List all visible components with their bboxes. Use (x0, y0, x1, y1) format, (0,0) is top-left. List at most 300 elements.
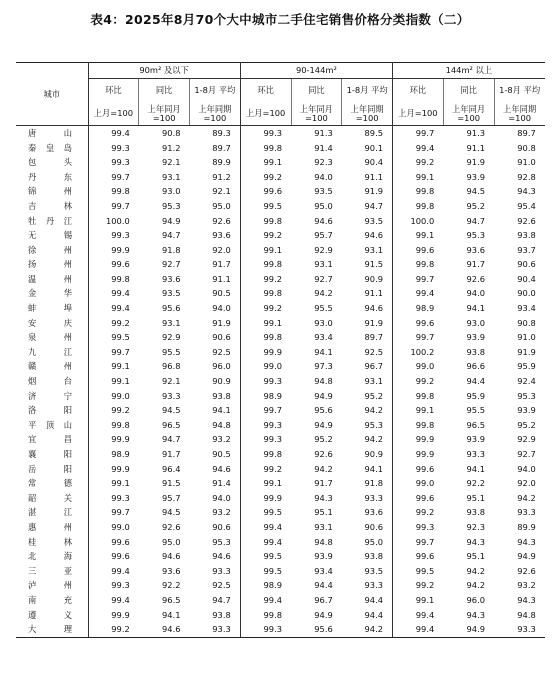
value-cell: 91.1 (212, 273, 231, 284)
city-cell (16, 126, 88, 141)
value-cell: 99.4 (111, 565, 130, 576)
table-row (16, 141, 545, 156)
value-cell: 94.9 (162, 215, 181, 226)
value-cell: 100.0 (105, 215, 130, 226)
city-cell (16, 301, 88, 316)
value-cell: 91.9 (364, 186, 383, 197)
value-cell: 92.1 (162, 376, 181, 387)
value-cell: 95.3 (466, 230, 485, 241)
table-row (16, 228, 545, 243)
city-cell (16, 520, 88, 535)
value-cell: 93.1 (314, 521, 333, 532)
value-cell: 89.5 (364, 127, 383, 138)
value-cell: 92.7 (314, 273, 333, 284)
base-header-mom: 上月=100 (88, 102, 139, 126)
sub-header-mom: 环比 (240, 79, 291, 103)
value-cell: 95.1 (466, 551, 485, 562)
value-cell: 93.8 (212, 609, 231, 620)
table-row (16, 345, 545, 360)
sub-header-mom: 环比 (393, 79, 444, 103)
value-cell: 99.4 (393, 608, 444, 623)
value-cell: 96.5 (162, 594, 181, 605)
value-cell: 99.0 (393, 360, 444, 375)
value-cell: 94.9 (314, 419, 333, 430)
table-row (16, 316, 545, 331)
table-body (16, 126, 545, 638)
value-cell: 93.1 (364, 244, 383, 255)
value-cell: 93.4 (314, 332, 333, 343)
value-cell: 93.8 (466, 507, 485, 518)
value-cell: 99.8 (240, 141, 291, 156)
value-cell: 93.5 (314, 186, 333, 197)
value-cell: 90.8 (517, 317, 536, 328)
city-name: 唐山 (28, 127, 72, 138)
city-cell (16, 141, 88, 156)
sub-header-ytd: 1-8月 平均 (342, 79, 393, 103)
value-cell: 96.0 (212, 361, 231, 372)
value-cell: 93.0 (314, 317, 333, 328)
value-cell: 99.8 (393, 418, 444, 433)
table-row (16, 447, 545, 462)
value-cell: 99.0 (111, 390, 130, 401)
base-header-mom: 上月=100 (240, 102, 291, 126)
value-cell: 93.9 (466, 332, 485, 343)
value-cell: 94.5 (162, 507, 181, 518)
value-cell: 95.5 (466, 405, 485, 416)
value-cell: 89.9 (517, 521, 536, 532)
value-cell: 96.4 (162, 463, 181, 474)
value-cell: 94.9 (314, 390, 333, 401)
table-row (16, 549, 545, 564)
value-cell: 99.4 (240, 593, 291, 608)
city-cell (16, 316, 88, 331)
value-cell: 100.2 (393, 345, 444, 360)
value-cell: 99.3 (240, 374, 291, 389)
value-cell: 93.3 (466, 449, 485, 459)
value-cell: 99.9 (111, 463, 130, 474)
value-cell: 99.3 (393, 520, 444, 535)
city-name: 包头 (28, 157, 72, 168)
value-cell: 99.1 (240, 316, 291, 331)
value-cell: 90.1 (364, 142, 383, 153)
value-cell: 93.3 (364, 492, 383, 503)
value-cell: 90.6 (517, 259, 536, 270)
value-cell: 94.2 (364, 405, 383, 416)
value-cell: 92.1 (162, 157, 181, 168)
value-cell: 90.9 (212, 376, 231, 387)
value-cell: 91.1 (364, 171, 383, 182)
value-cell: 93.0 (162, 186, 181, 197)
value-cell: 91.8 (364, 478, 383, 489)
table-row (16, 505, 545, 520)
value-cell: 99.3 (240, 622, 291, 637)
value-cell: 99.2 (393, 374, 444, 389)
value-cell: 91.2 (212, 171, 231, 182)
value-cell: 90.8 (517, 142, 536, 153)
value-cell: 93.3 (212, 565, 231, 576)
city-cell (16, 491, 88, 506)
value-cell: 99.3 (111, 157, 130, 168)
value-cell: 94.1 (212, 405, 231, 416)
value-cell: 95.4 (517, 200, 536, 211)
value-cell: 91.2 (162, 142, 181, 153)
price-index-table (16, 62, 545, 638)
value-cell: 95.2 (517, 419, 536, 430)
value-cell: 94.9 (443, 622, 494, 637)
value-cell: 92.2 (162, 580, 181, 591)
table-row (16, 301, 545, 316)
value-cell: 92.7 (517, 449, 536, 459)
city-name: 温州 (28, 273, 72, 284)
value-cell: 94.0 (212, 303, 231, 314)
city-cell (16, 564, 88, 579)
value-cell: 99.5 (111, 332, 130, 343)
city-name: 九江 (28, 346, 72, 357)
base-header-mom: 上月=100 (393, 102, 444, 126)
value-cell: 99.4 (111, 127, 130, 138)
value-cell: 92.9 (314, 244, 333, 255)
city-cell (16, 403, 88, 418)
city-name: 岳阳 (28, 463, 72, 474)
city-cell (16, 184, 88, 199)
value-cell: 99.8 (111, 186, 130, 197)
table-row (16, 418, 545, 433)
value-cell: 90.5 (212, 288, 231, 299)
table-row (16, 199, 545, 214)
city-name: 大理 (28, 624, 72, 635)
value-cell: 94.3 (466, 536, 485, 547)
value-cell: 96.7 (364, 361, 383, 372)
value-cell: 94.6 (212, 463, 231, 474)
city-name: 南充 (28, 594, 72, 605)
value-cell: 99.6 (393, 462, 444, 477)
city-cell (16, 389, 88, 404)
value-cell: 90.5 (212, 449, 231, 459)
city-name: 泸州 (28, 580, 72, 591)
value-cell: 93.8 (212, 390, 231, 401)
city-name: 烟台 (28, 376, 72, 387)
value-cell: 95.3 (364, 419, 383, 430)
value-cell: 99.6 (111, 536, 130, 547)
value-cell: 99.2 (240, 301, 291, 316)
city-cell (16, 214, 88, 229)
table-row (16, 593, 545, 608)
value-cell: 94.3 (314, 492, 333, 503)
value-cell: 93.3 (364, 580, 383, 591)
value-cell: 99.7 (111, 200, 130, 211)
value-cell: 91.1 (364, 288, 383, 299)
city-name: 洛阳 (28, 405, 72, 416)
value-cell: 93.1 (162, 171, 181, 182)
table-row (16, 287, 545, 302)
value-cell: 91.0 (517, 157, 536, 168)
value-cell: 94.0 (314, 171, 333, 182)
value-cell: 92.5 (364, 346, 383, 357)
value-cell: 99.4 (240, 535, 291, 550)
value-cell: 92.0 (517, 478, 536, 489)
value-cell: 94.5 (466, 186, 485, 197)
value-cell: 93.5 (162, 288, 181, 299)
city-name: 赣州 (28, 361, 72, 372)
value-cell: 94.3 (466, 609, 485, 620)
value-cell: 95.5 (162, 346, 181, 357)
value-cell: 95.6 (162, 303, 181, 314)
value-cell: 95.7 (314, 230, 333, 241)
value-cell: 92.0 (212, 244, 231, 255)
value-cell: 96.6 (466, 361, 485, 372)
value-cell: 94.1 (314, 346, 333, 357)
city-cell (16, 257, 88, 272)
value-cell: 99.4 (111, 594, 130, 605)
value-cell: 99.6 (393, 549, 444, 564)
value-cell: 99.6 (393, 316, 444, 331)
city-name: 吉林 (28, 200, 72, 211)
value-cell: 99.8 (240, 447, 291, 462)
city-name: 丹东 (28, 171, 72, 182)
group-header-medium: 90-144m² (240, 63, 392, 79)
value-cell: 92.9 (162, 332, 181, 343)
base-header-yoy: 上年同月 =100 (291, 102, 342, 126)
value-cell: 99.5 (240, 564, 291, 579)
value-cell: 92.3 (314, 157, 333, 168)
value-cell: 99.2 (111, 405, 130, 416)
value-cell: 95.0 (314, 200, 333, 211)
value-cell: 92.6 (162, 521, 181, 532)
value-cell: 94.2 (466, 565, 485, 576)
value-cell: 89.7 (364, 332, 383, 343)
value-cell: 99.1 (393, 170, 444, 185)
value-cell: 94.4 (364, 609, 383, 620)
value-cell: 95.1 (466, 492, 485, 503)
table-row (16, 272, 545, 287)
value-cell: 91.7 (466, 259, 485, 270)
city-name: 常德 (28, 478, 72, 489)
value-cell: 93.9 (466, 434, 485, 445)
city-cell (16, 287, 88, 302)
city-cell (16, 374, 88, 389)
value-cell: 94.6 (364, 230, 383, 241)
city-cell (16, 155, 88, 170)
value-cell: 99.7 (393, 535, 444, 550)
value-cell: 99.9 (393, 432, 444, 447)
value-cell: 89.3 (212, 127, 231, 138)
city-name: 济宁 (28, 390, 72, 401)
value-cell: 99.2 (240, 272, 291, 287)
value-cell: 93.1 (364, 376, 383, 387)
value-cell: 90.9 (364, 273, 383, 284)
value-cell: 99.3 (111, 230, 130, 241)
value-cell: 93.2 (212, 434, 231, 445)
value-cell: 94.7 (162, 230, 181, 241)
base-header-ytd: 上年同期 =100 (342, 102, 393, 126)
value-cell: 89.7 (212, 142, 231, 153)
table-row (16, 462, 545, 477)
group-header-large: 144m² 以上 (393, 63, 545, 79)
sub-header-yoy: 同比 (139, 79, 190, 103)
value-cell: 94.6 (314, 215, 333, 226)
value-cell: 95.2 (466, 200, 485, 211)
value-cell: 93.4 (314, 565, 333, 576)
value-cell: 95.9 (466, 390, 485, 401)
value-cell: 99.2 (111, 317, 130, 328)
value-cell: 98.9 (240, 389, 291, 404)
value-cell: 99.1 (111, 376, 130, 387)
value-cell: 99.5 (240, 505, 291, 520)
value-cell: 98.9 (393, 301, 444, 316)
city-name: 泉州 (28, 332, 72, 343)
value-cell: 93.1 (162, 317, 181, 328)
value-cell: 99.8 (111, 273, 130, 284)
city-name: 牡丹江 (28, 215, 72, 226)
value-cell: 99.8 (393, 199, 444, 214)
value-cell: 99.1 (240, 476, 291, 491)
value-cell: 92.6 (517, 565, 536, 576)
table-row (16, 389, 545, 404)
value-cell: 99.7 (111, 346, 130, 357)
value-cell: 94.9 (314, 609, 333, 620)
value-cell: 95.0 (162, 536, 181, 547)
value-cell: 94.2 (342, 622, 393, 637)
value-cell: 90.4 (364, 157, 383, 168)
value-cell: 94.8 (517, 609, 536, 620)
value-cell: 94.6 (162, 551, 181, 562)
city-name: 徐州 (28, 244, 72, 255)
table-row (16, 608, 545, 623)
value-cell: 99.3 (240, 126, 291, 141)
value-cell: 99.3 (111, 580, 130, 591)
value-cell: 90.8 (162, 127, 181, 138)
value-cell: 99.7 (393, 272, 444, 287)
city-cell (16, 462, 88, 477)
value-cell: 95.2 (314, 434, 333, 445)
value-cell: 99.8 (240, 608, 291, 623)
value-cell: 93.6 (364, 507, 383, 518)
value-cell: 92.2 (466, 478, 485, 489)
value-cell: 94.7 (364, 200, 383, 211)
value-cell: 91.7 (314, 478, 333, 489)
value-cell: 99.2 (240, 462, 291, 477)
value-cell: 99.1 (393, 403, 444, 418)
city-name: 北海 (28, 551, 72, 562)
value-cell: 96.0 (466, 594, 485, 605)
value-cell: 99.9 (111, 434, 130, 445)
value-cell: 92.5 (212, 580, 231, 591)
value-cell: 91.9 (212, 317, 231, 328)
value-cell: 91.5 (162, 478, 181, 489)
value-cell: 99.3 (240, 432, 291, 447)
value-cell: 98.9 (240, 578, 291, 593)
value-cell: 99.1 (111, 361, 130, 372)
value-cell: 95.1 (314, 507, 333, 518)
city-cell (16, 228, 88, 243)
value-cell: 94.8 (212, 419, 231, 430)
value-cell: 99.7 (393, 330, 444, 345)
value-cell: 91.9 (466, 157, 485, 168)
table-row (16, 243, 545, 258)
value-cell: 93.6 (466, 244, 485, 255)
value-cell: 99.2 (240, 170, 291, 185)
value-cell: 99.9 (393, 447, 444, 462)
city-name: 无锡 (28, 230, 72, 241)
value-cell: 93.3 (162, 390, 181, 401)
city-cell (16, 578, 88, 593)
table-row (16, 535, 545, 550)
value-cell: 99.4 (111, 288, 130, 299)
value-cell: 99.9 (240, 491, 291, 506)
table-row (16, 214, 545, 229)
value-cell: 93.3 (190, 622, 241, 637)
value-cell: 95.6 (314, 405, 333, 416)
value-cell: 99.4 (111, 303, 130, 314)
value-cell: 92.6 (517, 215, 536, 226)
value-cell: 92.3 (466, 521, 485, 532)
value-cell: 99.3 (111, 142, 130, 153)
value-cell: 89.7 (517, 127, 536, 138)
value-cell: 99.1 (393, 228, 444, 243)
value-cell: 92.7 (162, 259, 181, 270)
sub-header-ytd: 1-8月 平均 (494, 79, 545, 103)
value-cell: 99.2 (88, 622, 139, 637)
city-cell (16, 170, 88, 185)
city-cell (16, 345, 88, 360)
value-cell: 94.9 (517, 551, 536, 562)
city-name: 惠州 (28, 521, 72, 532)
sub-header-mom: 环比 (105, 85, 122, 96)
value-cell: 93.7 (517, 244, 536, 255)
city-name: 湛江 (28, 507, 72, 518)
city-name: 扬州 (28, 259, 72, 270)
value-cell: 94.2 (364, 434, 383, 445)
table-row (16, 170, 545, 185)
value-cell: 99.3 (111, 492, 130, 503)
value-cell: 99.7 (393, 126, 444, 141)
city-cell (16, 272, 88, 287)
value-cell: 99.6 (393, 243, 444, 258)
value-cell: 94.7 (212, 594, 231, 605)
value-cell: 94.2 (314, 288, 333, 299)
city-cell (16, 360, 88, 375)
table-row (16, 184, 545, 199)
table-row (16, 360, 545, 375)
value-cell: 94.8 (314, 376, 333, 387)
city-cell (16, 199, 88, 214)
value-cell: 94.3 (517, 536, 536, 547)
value-cell: 91.4 (212, 478, 231, 489)
value-cell: 99.2 (393, 155, 444, 170)
value-cell: 93.8 (364, 551, 383, 562)
table-row (16, 622, 545, 637)
sub-header-yoy: 同比 (443, 79, 494, 103)
value-cell: 94.2 (517, 492, 536, 503)
value-cell: 93.8 (466, 346, 485, 357)
value-cell: 95.6 (291, 622, 342, 637)
value-cell: 93.8 (517, 230, 536, 241)
value-cell: 99.3 (240, 418, 291, 433)
sub-header-ytd: 1-8月 平均 (190, 79, 241, 103)
value-cell: 99.6 (111, 259, 130, 270)
value-cell: 91.7 (212, 259, 231, 270)
value-cell: 93.2 (517, 580, 536, 591)
table-row (16, 476, 545, 491)
value-cell: 94.1 (466, 463, 485, 474)
table-row (16, 432, 545, 447)
city-cell (16, 549, 88, 564)
value-cell: 95.3 (517, 390, 536, 401)
value-cell: 99.1 (240, 243, 291, 258)
value-cell: 94.0 (212, 492, 231, 503)
value-cell: 96.5 (162, 419, 181, 430)
value-cell: 94.6 (364, 303, 383, 314)
